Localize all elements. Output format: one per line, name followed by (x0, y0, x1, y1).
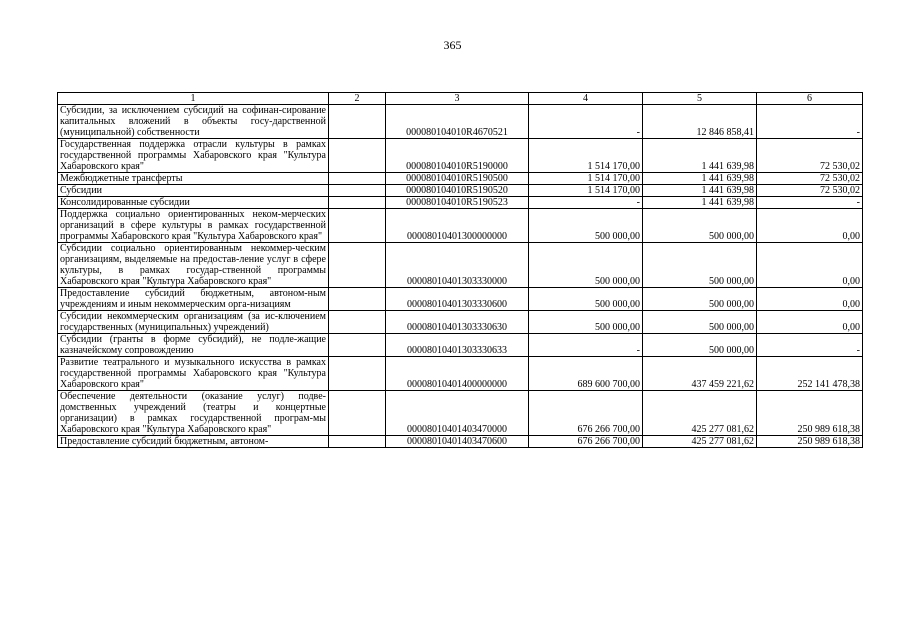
cell-col5: 12 846 858,41 (643, 105, 757, 139)
cell-col4: 1 514 170,00 (529, 139, 643, 173)
cell-col6: 250 989 618,38 (757, 436, 863, 448)
cell-code: 00008010401300000000 (386, 209, 529, 243)
cell-col6: 72 530,02 (757, 185, 863, 197)
cell-code: 000080104010R4670521 (386, 105, 529, 139)
cell-code: 00008010401403470600 (386, 436, 529, 448)
table-header-row (58, 93, 863, 105)
cell-col4: 1 514 170,00 (529, 173, 643, 185)
cell-code: 000080104010R5190523 (386, 197, 529, 209)
cell-col4: 500 000,00 (529, 209, 643, 243)
cell-name: Поддержка социально ориентированных неком-мерческих организаций в сфере культуры в рамках государственной программы Хабаровского края "Культура Хабаровского края" (58, 209, 329, 243)
cell-col4: - (529, 334, 643, 357)
cell-col5: 500 000,00 (643, 243, 757, 288)
cell-col6: 0,00 (757, 243, 863, 288)
cell-col6: 250 989 618,38 (757, 391, 863, 436)
cell-col6: 72 530,02 (757, 139, 863, 173)
cell-code: 00008010401303330633 (386, 334, 529, 357)
cell-col2 (329, 173, 386, 185)
cell-code: 000080104010R5190000 (386, 139, 529, 173)
table-row (58, 209, 863, 243)
cell-col5: 500 000,00 (643, 311, 757, 334)
cell-code: 00008010401303330000 (386, 243, 529, 288)
table-row (58, 243, 863, 288)
cell-col2 (329, 139, 386, 173)
cell-col4: - (529, 197, 643, 209)
cell-name: Обеспечение деятельности (оказание услуг) подве-домственных учреждений (театры и концертные организации) в рамках государственной програм-мы Хабаровского края "Культура Хабаровского края" (58, 391, 329, 436)
cell-col5: 1 441 639,98 (643, 173, 757, 185)
cell-code: 00008010401303330600 (386, 288, 529, 311)
column-header: 2 (329, 93, 386, 105)
cell-col4: 500 000,00 (529, 311, 643, 334)
cell-col6: 72 530,02 (757, 173, 863, 185)
cell-col5: 1 441 639,98 (643, 139, 757, 173)
column-header: 6 (757, 93, 863, 105)
table-row (58, 357, 863, 391)
cell-col4: 676 266 700,00 (529, 436, 643, 448)
cell-col2 (329, 185, 386, 197)
cell-col4: 676 266 700,00 (529, 391, 643, 436)
cell-col6: - (757, 197, 863, 209)
cell-code: 00008010401400000000 (386, 357, 529, 391)
cell-col4: 500 000,00 (529, 288, 643, 311)
cell-col5: 500 000,00 (643, 209, 757, 243)
cell-col2 (329, 391, 386, 436)
cell-col4: - (529, 105, 643, 139)
cell-col6: 0,00 (757, 209, 863, 243)
cell-col2 (329, 288, 386, 311)
table-row (58, 436, 863, 448)
cell-col4: 500 000,00 (529, 243, 643, 288)
cell-col2 (329, 436, 386, 448)
cell-col6: - (757, 334, 863, 357)
table-row (58, 105, 863, 139)
page-number: 365 (443, 38, 462, 52)
column-header: 5 (643, 93, 757, 105)
cell-name: Межбюджетные трансферты (58, 173, 329, 185)
cell-name: Предоставление субсидий бюджетным, автоном- (58, 436, 329, 448)
cell-name: Развитие театрального и музыкального искусства в рамках государственной программы Хабаровского края "Культура Хабаровского края" (58, 357, 329, 391)
cell-col5: 437 459 221,62 (643, 357, 757, 391)
table-row (58, 173, 863, 185)
cell-col2 (329, 105, 386, 139)
cell-col4: 689 600 700,00 (529, 357, 643, 391)
cell-col2 (329, 334, 386, 357)
cell-code: 000080104010R5190520 (386, 185, 529, 197)
cell-code: 000080104010R5190500 (386, 173, 529, 185)
cell-col2 (329, 311, 386, 334)
cell-col4: 1 514 170,00 (529, 185, 643, 197)
cell-name: Субсидии, за исключением субсидий на софинан-сирование капитальных вложений в объекты госу-дарственной (муниципальной) собственности (58, 105, 329, 139)
cell-col5: 1 441 639,98 (643, 197, 757, 209)
cell-col6: 252 141 478,38 (757, 357, 863, 391)
cell-name: Государственная поддержка отрасли культуры в рамках государственной программы Хабаровского края "Культура Хабаровского края" (58, 139, 329, 173)
budget-table (57, 92, 863, 448)
table-row (58, 311, 863, 334)
cell-col5: 500 000,00 (643, 334, 757, 357)
column-header: 4 (529, 93, 643, 105)
cell-col6: 0,00 (757, 288, 863, 311)
cell-col2 (329, 357, 386, 391)
table-row (58, 288, 863, 311)
cell-col2 (329, 243, 386, 288)
cell-name: Субсидии некоммерческим организациям (за ис-ключением государственных (муниципальных) учреждений) (58, 311, 329, 334)
cell-name: Субсидии (58, 185, 329, 197)
cell-col6: - (757, 105, 863, 139)
cell-col2 (329, 197, 386, 209)
column-header: 1 (58, 93, 329, 105)
table-row (58, 139, 863, 173)
cell-code: 00008010401303330630 (386, 311, 529, 334)
cell-col5: 425 277 081,62 (643, 436, 757, 448)
cell-col2 (329, 209, 386, 243)
table-row (58, 185, 863, 197)
table-row (58, 334, 863, 357)
cell-col5: 500 000,00 (643, 288, 757, 311)
cell-name: Предоставление субсидий бюджетным, автоном-ным учреждениям и иным некоммерческим орга-низациям (58, 288, 329, 311)
table-row (58, 197, 863, 209)
cell-name: Консолидированные субсидии (58, 197, 329, 209)
cell-col5: 1 441 639,98 (643, 185, 757, 197)
cell-code: 00008010401403470000 (386, 391, 529, 436)
cell-col6: 0,00 (757, 311, 863, 334)
cell-name: Субсидии социально ориентированным некоммер-ческим организациям, выделяемые на предостав-ление услуг в сфере культуры, в рамках государ-ственной программы Хабаровского края "Культура Хабаровского края" (58, 243, 329, 288)
cell-name: Субсидии (гранты в форме субсидий), не подле-жащие казначейскому сопровождению (58, 334, 329, 357)
table-row (58, 391, 863, 436)
column-header: 3 (386, 93, 529, 105)
cell-col5: 425 277 081,62 (643, 391, 757, 436)
